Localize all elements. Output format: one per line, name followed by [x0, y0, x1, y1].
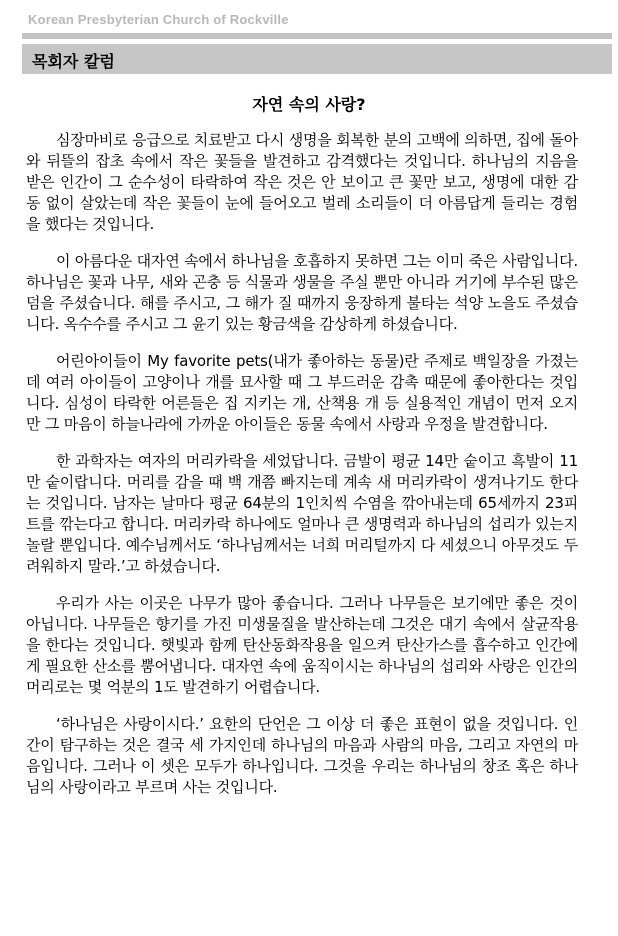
section-title: 목회자 칼럼 [32, 52, 115, 71]
article-paragraph: 우리가 사는 이곳은 나무가 많아 좋습니다. 그러나 나무들은 보기에만 좋은 것이 아닙니다. 나무들은 향기를 가진 미생물질을 발산하는데 그것은 대기 속에서 살균작용을 한다는 것입니다. 햇빛과 함께 탄산동화작용을 일으켜 탄산가스를 흡수하고 인간에게 필요한 산소를 뿜어냅니다. 대자연 속에 움직이시는 하나님의 섭리와 사랑은 인간의 머리로는 몇 억분의 1도 발견하기 어렵습니다. [26, 594, 578, 696]
article-body [26, 130, 578, 814]
header-rule [22, 33, 612, 39]
article-paragraph: ‘하나님은 사랑이시다.’ 요한의 단언은 그 이상 더 좋은 표현이 없을 것입니다. 인간이 탐구하는 것은 결국 세 가지인데 하나님의 마음과 사람의 마음, 그리고 자연의 마음입니다. 그러나 이 셋은 모두가 하나입니다. 그것을 우리는 하나님의 창조 혹은 하나님의 사랑이라고 부르며 사는 것입니다. [26, 715, 578, 796]
article-paragraph: 한 과학자는 여자의 머리카락을 세었답니다. 금발이 평균 14만 숱이고 흑발이 11만 숱이랍니다. 머리를 감을 때 백 개쯤 빠지는데 계속 새 머리카락이 생겨나기도 한다는 것입니다. 남자는 날마다 평균 64분의 1인치씩 수염을 깎아내는데 65세까지 23피트를 깎는다고 합니다. 머리카락 하나에도 얼마나 큰 생명력과 하나님의 섭리가 있는지 놀랄 뿐입니다. 예수님께서도 ‘하나님께서는 너희 머리털까지 다 세셨으니 아무것도 두려워하지 말라.’고 하셨습니다. [26, 452, 578, 575]
article-paragraph: 어린아이들이 My favorite pets(내가 좋아하는 동물)란 주제로 백일장을 가졌는데 여러 아이들이 고양이나 개를 묘사할 때 그 부드러운 감촉 때문에 좋아한다는 것입니다. 심성이 타락한 어른들은 집 지키는 개, 산책용 개 등 실용적인 개념이 먼저 오지만 그 마음이 하늘나라에 가까운 아이들은 동물 속에서 사랑과 우정을 발견합니다. [26, 352, 578, 433]
masthead [22, 10, 612, 42]
church-name: Korean Presbyterian Church of Rockville [28, 12, 289, 27]
article-title: 자연 속의 사랑? [252, 95, 366, 114]
section-header-bar [22, 44, 612, 74]
article-paragraph: 이 아름다운 대자연 속에서 하나님을 호흡하지 못하면 그는 이미 죽은 사람입니다. 하나님은 꽃과 나무, 새와 곤충 등 식물과 생물을 주실 뿐만 아니라 거기에 부수된 많은 덤을 주셨습니다. 해를 주시고, 그 해가 질 때까지 웅장하게 불타는 석양 노을도 주셨습니다. 옥수수를 주시고 그 윤기 있는 황금색을 감상하게 하셨습니다. [26, 252, 578, 333]
article-paragraph: 심장마비로 응급으로 치료받고 다시 생명을 회복한 분의 고백에 의하면, 집에 돌아와 뒤뜰의 잡초 속에서 작은 꽃들을 발견하고 감격했다는 것입니다. 하나님의 지음을 받은 인간이 그 순수성이 타락하여 작은 것은 안 보이고 큰 꽃만 보고, 생명에 대한 감동 없이 살았는데 작은 꽃들이 눈에 들어오고 벌레 소리들이 더 아름답게 들리는 경험을 했다는 것입니다. [26, 131, 578, 233]
